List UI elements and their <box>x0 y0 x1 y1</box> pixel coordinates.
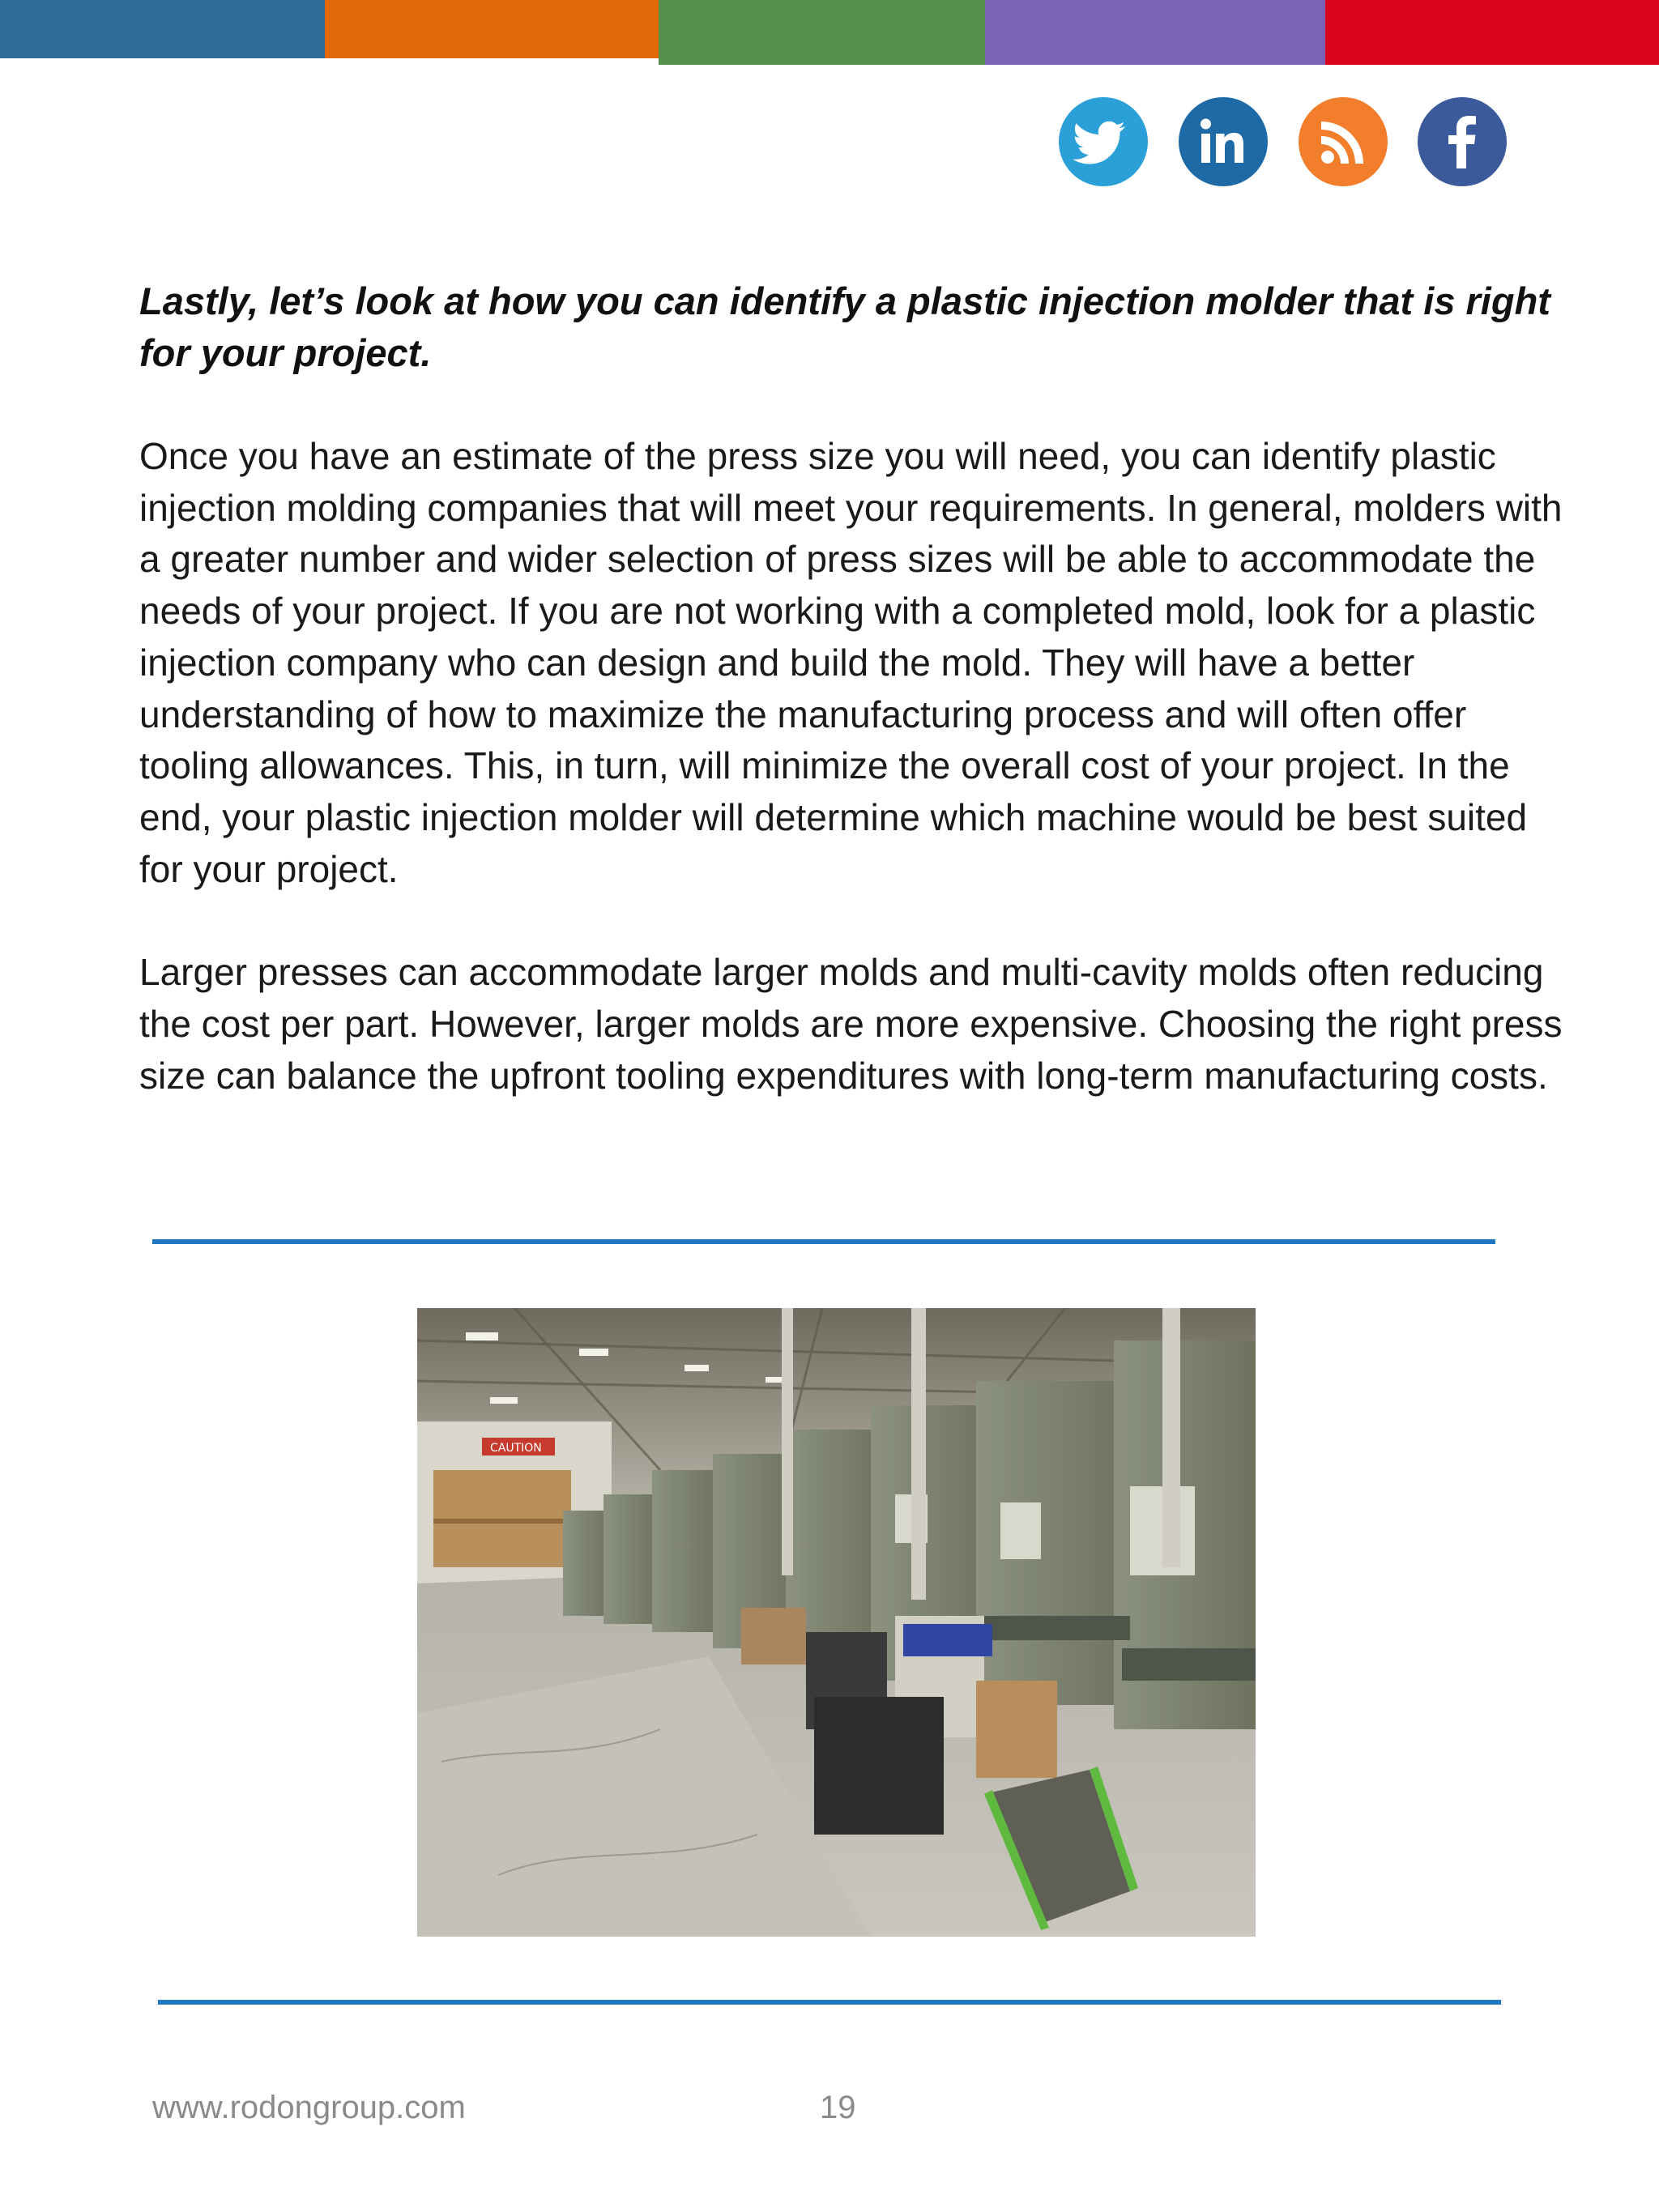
color-bar-segment-purple <box>985 0 1325 65</box>
facebook-icon[interactable] <box>1418 97 1507 186</box>
rss-icon[interactable] <box>1299 97 1388 186</box>
color-bar-segment-green <box>659 0 985 65</box>
twitter-icon[interactable] <box>1059 97 1148 186</box>
divider-bottom <box>158 2000 1501 2005</box>
footer-website: www.rodongroup.com <box>152 2090 466 2125</box>
color-bar-segment-orange <box>325 0 659 58</box>
page-content <box>139 275 1565 1102</box>
divider-top <box>152 1239 1495 1244</box>
header-color-bar <box>0 0 1659 65</box>
color-bar-segment-red <box>1325 0 1659 65</box>
intro-heading: Lastly, let’s look at how you can identify a plastic injection molder that is right for your project. <box>139 279 1550 374</box>
page-number: 19 <box>820 2090 856 2125</box>
body-paragraph-2: Larger presses can accommodate larger molds and multi-cavity molds often reducing the cost per part. However, larger molds are more expensive. Choosing the right press size can balance the upfront tooling expenditures with long-term manufacturing costs. <box>139 951 1563 1097</box>
caution-sign: CAUTION <box>490 1442 542 1455</box>
factory-floor-photo <box>417 1308 1256 1937</box>
body-paragraph-1: Once you have an estimate of the press size you will need, you can identify plastic injection molding companies that will meet your requirements. In general, molders with a greater number and wider selection of press sizes will be able to accommodate the needs of your project. If you are not working with a completed mold, look for a plastic injection company who can design and build the mold. They will have a better understanding of how to maximize the manufacturing process and will often offer tooling allowances. This, in turn, will minimize the overall cost of your project. In the end, your plastic injection molder will determine which machine would be best suited for your project. <box>139 435 1563 890</box>
linkedin-icon[interactable] <box>1179 97 1268 186</box>
color-bar-segment-blue <box>0 0 325 58</box>
